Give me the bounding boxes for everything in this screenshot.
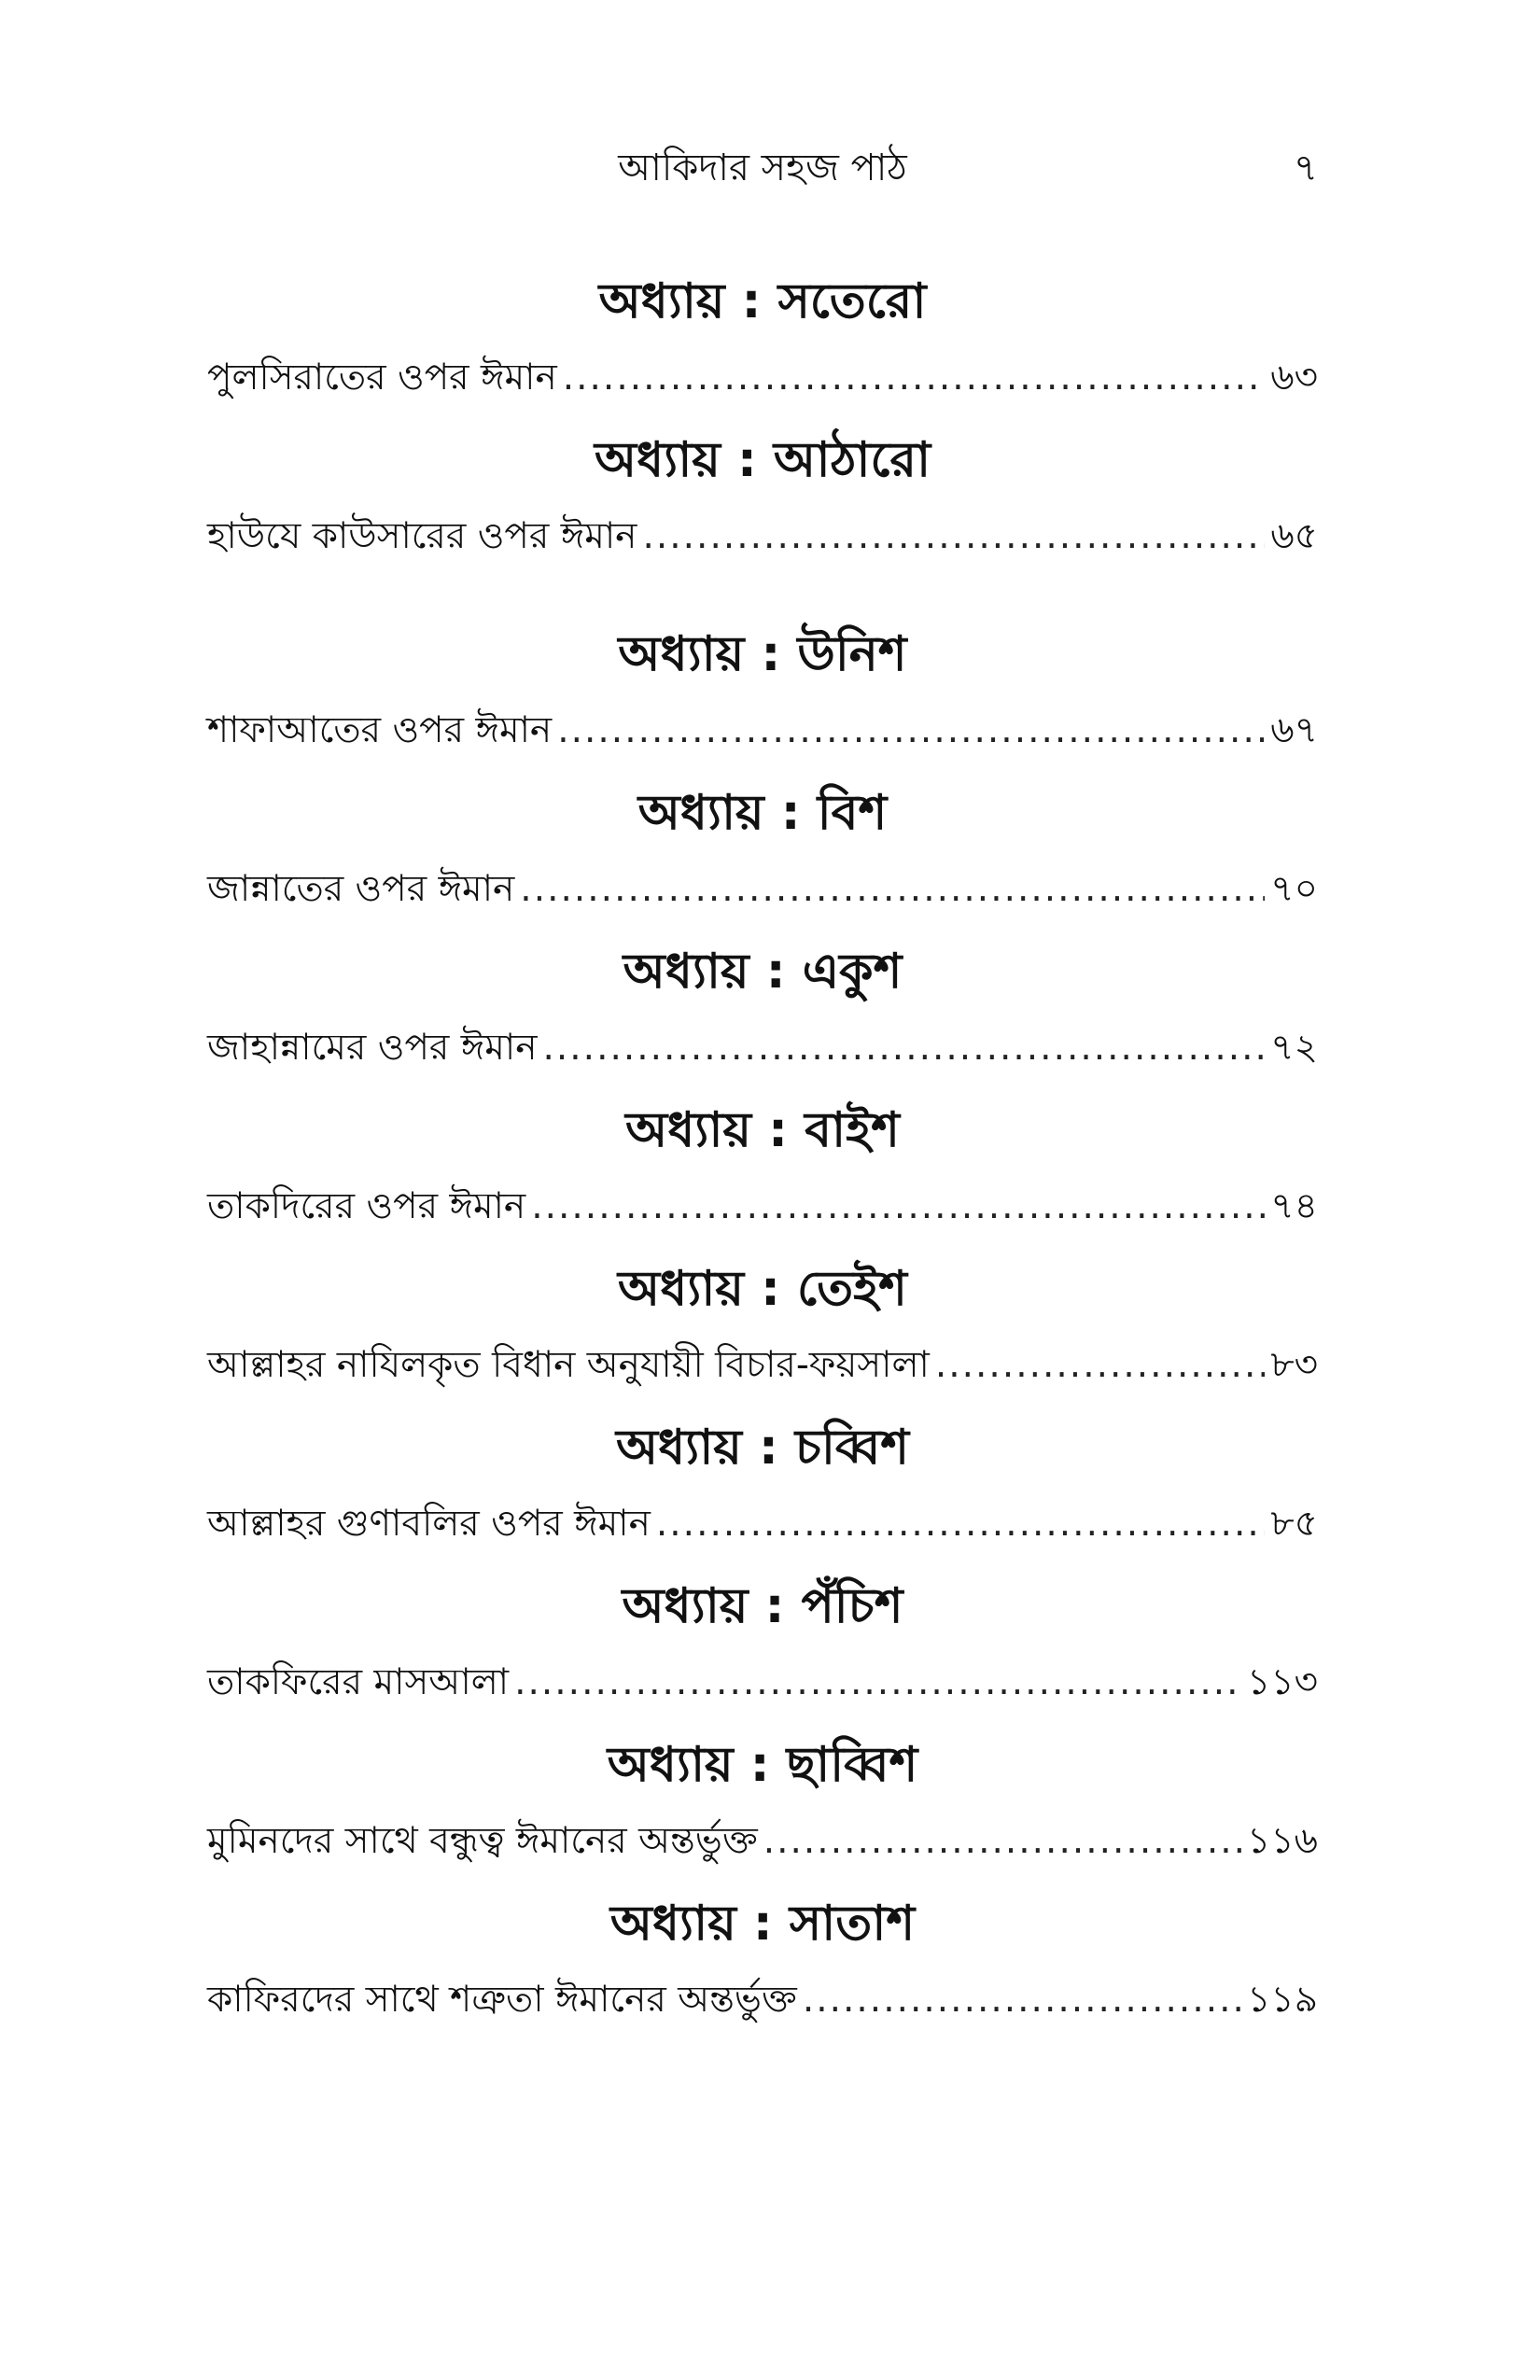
entry-title: তাকফিরের মাসআলা <box>207 1661 510 1703</box>
entry-page-number: ৭২ <box>1270 1027 1318 1069</box>
chapter-heading: অধ্যায় : বাইশ <box>625 1102 900 1158</box>
chapter-heading: অধ্যায় : ছাব্বিশ <box>607 1737 918 1793</box>
toc-chapter-26 <box>207 1725 1318 1883</box>
toc-entry <box>207 1329 1318 1402</box>
entry-title: আল্লাহর নাযিলকৃত বিধান অনুযায়ী বিচার-ফয়সালা <box>207 1344 930 1386</box>
page-number: ৭ <box>1293 147 1318 189</box>
toc-entry <box>207 1488 1318 1561</box>
toc-chapter-27 <box>207 1883 1318 2042</box>
dot-leader <box>520 853 1265 926</box>
toc-entry <box>207 694 1318 767</box>
toc-chapter-22 <box>207 1090 1318 1249</box>
dot-leader <box>642 500 1265 573</box>
entry-page-number: ৬৩ <box>1270 357 1318 399</box>
toc-chapter-25 <box>207 1566 1318 1725</box>
entry-title: পুলসিরাতের ওপর ঈমান <box>207 357 557 399</box>
entry-title: শাফাআতের ওপর ঈমান <box>207 709 553 751</box>
toc-chapter-18 <box>207 420 1318 579</box>
entry-title: তাকদিরের ওপর ঈমান <box>207 1185 526 1227</box>
chapter-heading: অধ্যায় : সাতাশ <box>609 1896 916 1952</box>
toc-chapter-21 <box>207 931 1318 1090</box>
entry-page-number: ৬৭ <box>1270 709 1318 751</box>
entry-page-number: ৬৫ <box>1270 515 1318 557</box>
entry-page-number: ১১৬ <box>1247 1820 1318 1862</box>
table-of-contents <box>207 261 1318 2042</box>
entry-title: জান্নাতের ওপর ঈমান <box>207 868 515 910</box>
toc-chapter-20 <box>207 773 1318 931</box>
entry-page-number: ৭০ <box>1270 868 1318 910</box>
dot-leader <box>542 1012 1265 1085</box>
dot-leader <box>656 1488 1266 1561</box>
toc-entry <box>207 853 1318 926</box>
toc-chapter-23 <box>207 1249 1318 1407</box>
toc-chapter-17 <box>207 261 1318 420</box>
toc-entry <box>207 1964 1318 2037</box>
toc-entry <box>207 342 1318 414</box>
entry-title: হাউযে কাউসারের ওপর ঈমান <box>207 515 637 557</box>
running-title: আকিদার সহজ পাঠ <box>618 147 907 189</box>
dot-leader <box>763 1805 1241 1878</box>
entry-page-number: ৮৫ <box>1270 1503 1318 1545</box>
toc-entry <box>207 1012 1318 1085</box>
dot-leader <box>531 1170 1265 1243</box>
entry-title: জাহান্নামের ওপর ঈমান <box>207 1027 538 1069</box>
chapter-heading: অধ্যায় : একুশ <box>623 944 903 1000</box>
dot-leader <box>563 342 1266 414</box>
entry-page-number: ৭৪ <box>1270 1185 1318 1227</box>
chapter-heading: অধ্যায় : উনিশ <box>618 626 907 682</box>
page-header <box>207 140 1318 196</box>
toc-entry <box>207 1170 1318 1243</box>
toc-chapter-19 <box>207 614 1318 773</box>
chapter-heading: অধ্যায় : সতেরো <box>598 273 927 329</box>
chapter-heading: অধ্যায় : পঁচিশ <box>622 1578 903 1634</box>
dot-leader <box>803 1964 1241 2037</box>
chapter-heading: অধ্যায় : চব্বিশ <box>615 1420 910 1476</box>
entry-page-number: ৮৩ <box>1270 1344 1318 1386</box>
entry-page-number: ১১৯ <box>1247 1979 1318 2021</box>
toc-entry <box>207 500 1318 573</box>
toc-entry <box>207 1805 1318 1878</box>
chapter-heading: অধ্যায় : আঠারো <box>594 432 931 488</box>
dot-leader <box>935 1329 1266 1402</box>
entry-title: আল্লাহর গুণাবলির ওপর ঈমান <box>207 1503 651 1545</box>
dot-leader <box>514 1646 1241 1719</box>
chapter-heading: অধ্যায় : বিশ <box>637 785 888 841</box>
toc-entry <box>207 1646 1318 1719</box>
chapter-heading: অধ্যায় : তেইশ <box>618 1261 907 1317</box>
dot-leader <box>557 694 1265 767</box>
entry-title: কাফিরদের সাথে শত্রুতা ঈমানের অন্তর্ভুক্ত <box>207 1979 797 2021</box>
entry-page-number: ১১৩ <box>1247 1661 1318 1703</box>
entry-title: মুমিনদের সাথে বন্ধুত্ব ঈমানের অন্তর্ভুক্ত <box>207 1820 758 1862</box>
toc-chapter-24 <box>207 1407 1318 1566</box>
